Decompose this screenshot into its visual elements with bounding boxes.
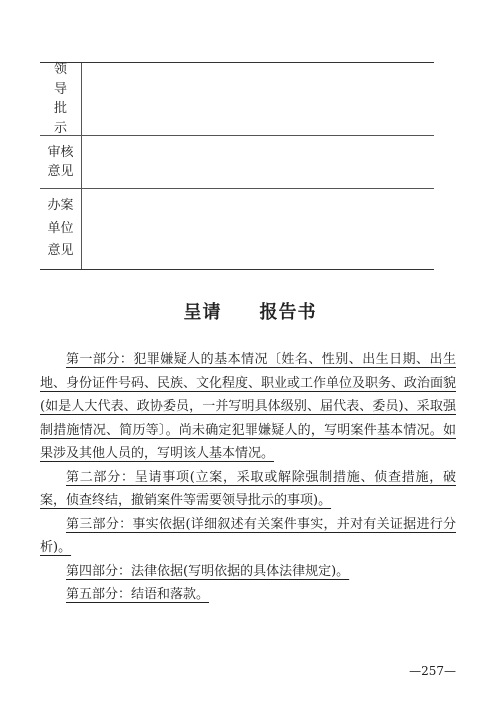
review-opinion-field[interactable] xyxy=(82,136,434,188)
section-part-4: 第四部分：法律依据(写明依据的具体法律规定)。 xyxy=(66,563,350,579)
leader-instruction-row xyxy=(40,63,434,136)
approval-table xyxy=(40,62,434,270)
review-opinion-label: 审核 意见 xyxy=(40,136,82,188)
handling-unit-opinion-label: 办案 单位 意见 xyxy=(40,189,82,269)
section-part-5: 第五部分：结语和落款。 xyxy=(66,587,210,602)
section-part-2: 第二部分：呈请事项(立案，采取或解除强制措施、侦查措施，破案，侦查终结，撤销案件等需要领导批示的事项)。 xyxy=(40,469,456,508)
document-title: 呈请 报告书 xyxy=(183,302,317,323)
review-opinion-row xyxy=(40,136,434,189)
section-part-3: 第三部分：事实依据(详细叙述有关案件事实，并对有关证据进行分析)。 xyxy=(40,516,456,555)
leader-instruction-label: 领 导 批 示 xyxy=(40,63,82,135)
section-part-1: 第一部分：犯罪嫌疑人的基本情况〔姓名、性别、出生日期、出生地、身份证件号码、民族、文化程度、职业或工作单位及职务、政治面貌(如是人大代表、政协委员，一并写明具体级别、届代表、委员)、采取强制措施情况、简历等〕。尚未确定犯罪嫌疑人的，写明案件基本情况。如果涉及其他人员的，写明该人基本情况。 xyxy=(40,352,457,461)
page-number: —257— xyxy=(409,664,456,678)
leader-instruction-field[interactable] xyxy=(82,63,434,135)
handling-unit-opinion-field[interactable] xyxy=(82,189,434,269)
report-body xyxy=(40,348,456,607)
handling-unit-opinion-row xyxy=(40,189,434,269)
